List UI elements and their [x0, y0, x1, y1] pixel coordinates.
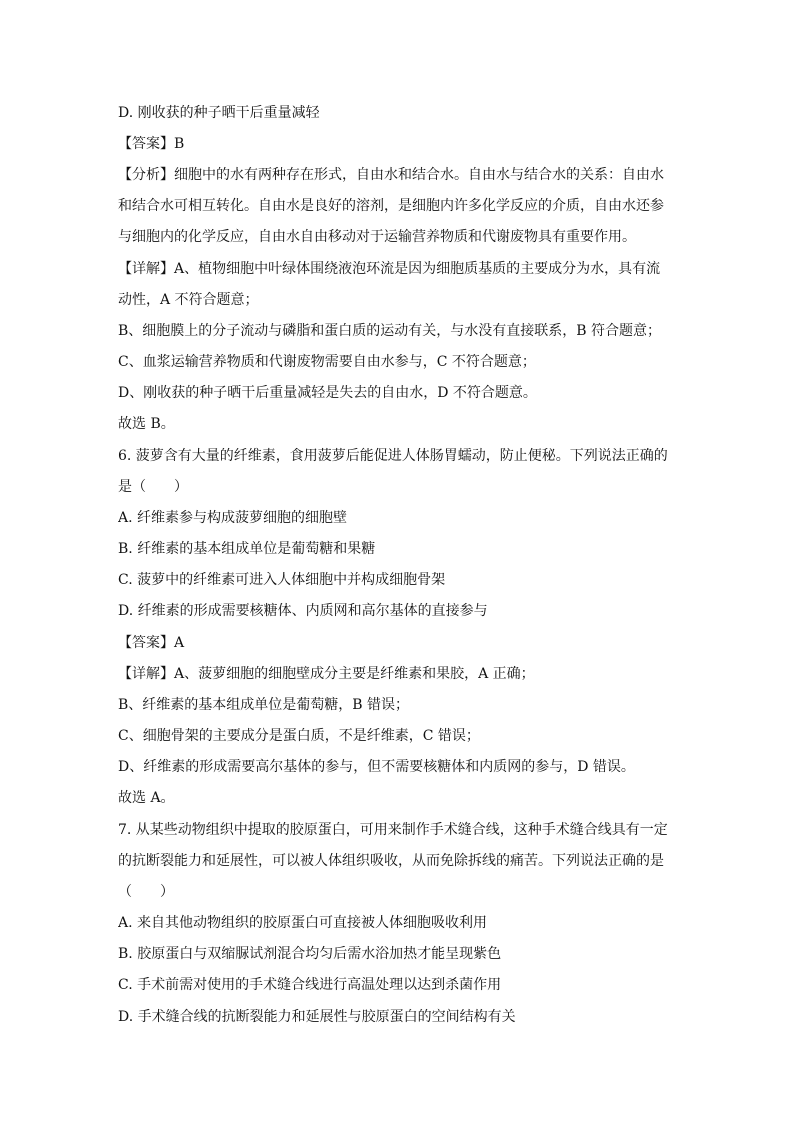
text-line: 【分析】细胞中的水有两种存在形式，自由水和结合水。自由水与结合水的关系：自由水 — [118, 167, 664, 183]
text-line: C、细胞骨架的主要成分是蛋白质，不是纤维素，C 错误； — [118, 728, 480, 744]
question-line: 是（ ） — [118, 479, 188, 495]
option-line: C. 手术前需对使用的手术缝合线进行高温处理以达到杀菌作用 — [118, 977, 502, 993]
option-line: D. 手术缝合线的抗断裂能力和延展性与胶原蛋白的空间结构有关 — [118, 1009, 516, 1025]
question-line: 的抗断裂能力和延展性，可以被人体组织吸收，从而免除拆线的痛苦。下列说法正确的是 — [118, 853, 664, 869]
text-line: 动性，A 不符合题意； — [118, 292, 259, 308]
option-line: C. 菠萝中的纤维素可进入人体细胞中并构成细胞骨架 — [118, 572, 446, 588]
answer-line: 【答案】A — [118, 635, 185, 651]
text-line: 【详解】A、菠萝细胞的细胞壁成分主要是纤维素和果胶，A 正确； — [118, 666, 535, 682]
option-line: B. 胶原蛋白与双缩脲试剂混合均匀后需水浴加热才能呈现紫色 — [118, 946, 502, 962]
question-line: 6. 菠萝含有大量的纤维素，食用菠萝后能促进人体肠胃蠕动，防止便秘。下列说法正确的 — [118, 448, 668, 464]
text-line: 和结合水可相互转化。自由水是良好的溶剂，是细胞内许多化学反应的介质，自由水还参 — [118, 198, 664, 214]
text-line: 故选 A。 — [118, 790, 175, 806]
text-line: 故选 B。 — [118, 416, 175, 432]
option-line: A. 来自其他动物组织的胶原蛋白可直接被人体细胞吸收利用 — [118, 915, 488, 931]
text-line: D、纤维素的形成需要高尔基体的参与，但不需要核糖体和内质网的参与，D 错误。 — [118, 759, 635, 775]
text-line: C、血浆运输营养物质和代谢废物需要自由水参与，C 不符合题意； — [118, 354, 536, 370]
text-line: 【详解】A、植物细胞中叶绿体围绕液泡环流是因为细胞质基质的主要成分为水，具有流 — [118, 261, 661, 277]
option-line: B. 纤维素的基本组成单位是葡萄糖和果糖 — [118, 541, 376, 557]
text-line: D. 刚收获的种子晒干后重量减轻 — [118, 105, 320, 121]
text-line: D、刚收获的种子晒干后重量减轻是失去的自由水，D 不符合题意。 — [118, 385, 537, 401]
question-line: 7. 从某些动物组织中提取的胶原蛋白，可用来制作手术缝合线，这种手术缝合线具有一定 — [118, 822, 668, 838]
text-line: 与细胞内的化学反应，自由水自由移动对于运输营养物质和代谢废物具有重要作用。 — [118, 229, 636, 245]
answer-line: 【答案】B — [118, 136, 185, 152]
text-line: B、细胞膜上的分子流动与磷脂和蛋白质的运动有关，与水没有直接联系，B 符合题意； — [118, 323, 662, 339]
option-line: A. 纤维素参与构成菠萝细胞的细胞壁 — [118, 510, 348, 526]
text-line: B、纤维素的基本组成单位是葡萄糖，B 错误； — [118, 697, 410, 713]
option-line: D. 纤维素的形成需要核糖体、内质网和高尔基体的直接参与 — [118, 603, 488, 619]
question-line: （ ） — [118, 884, 174, 900]
